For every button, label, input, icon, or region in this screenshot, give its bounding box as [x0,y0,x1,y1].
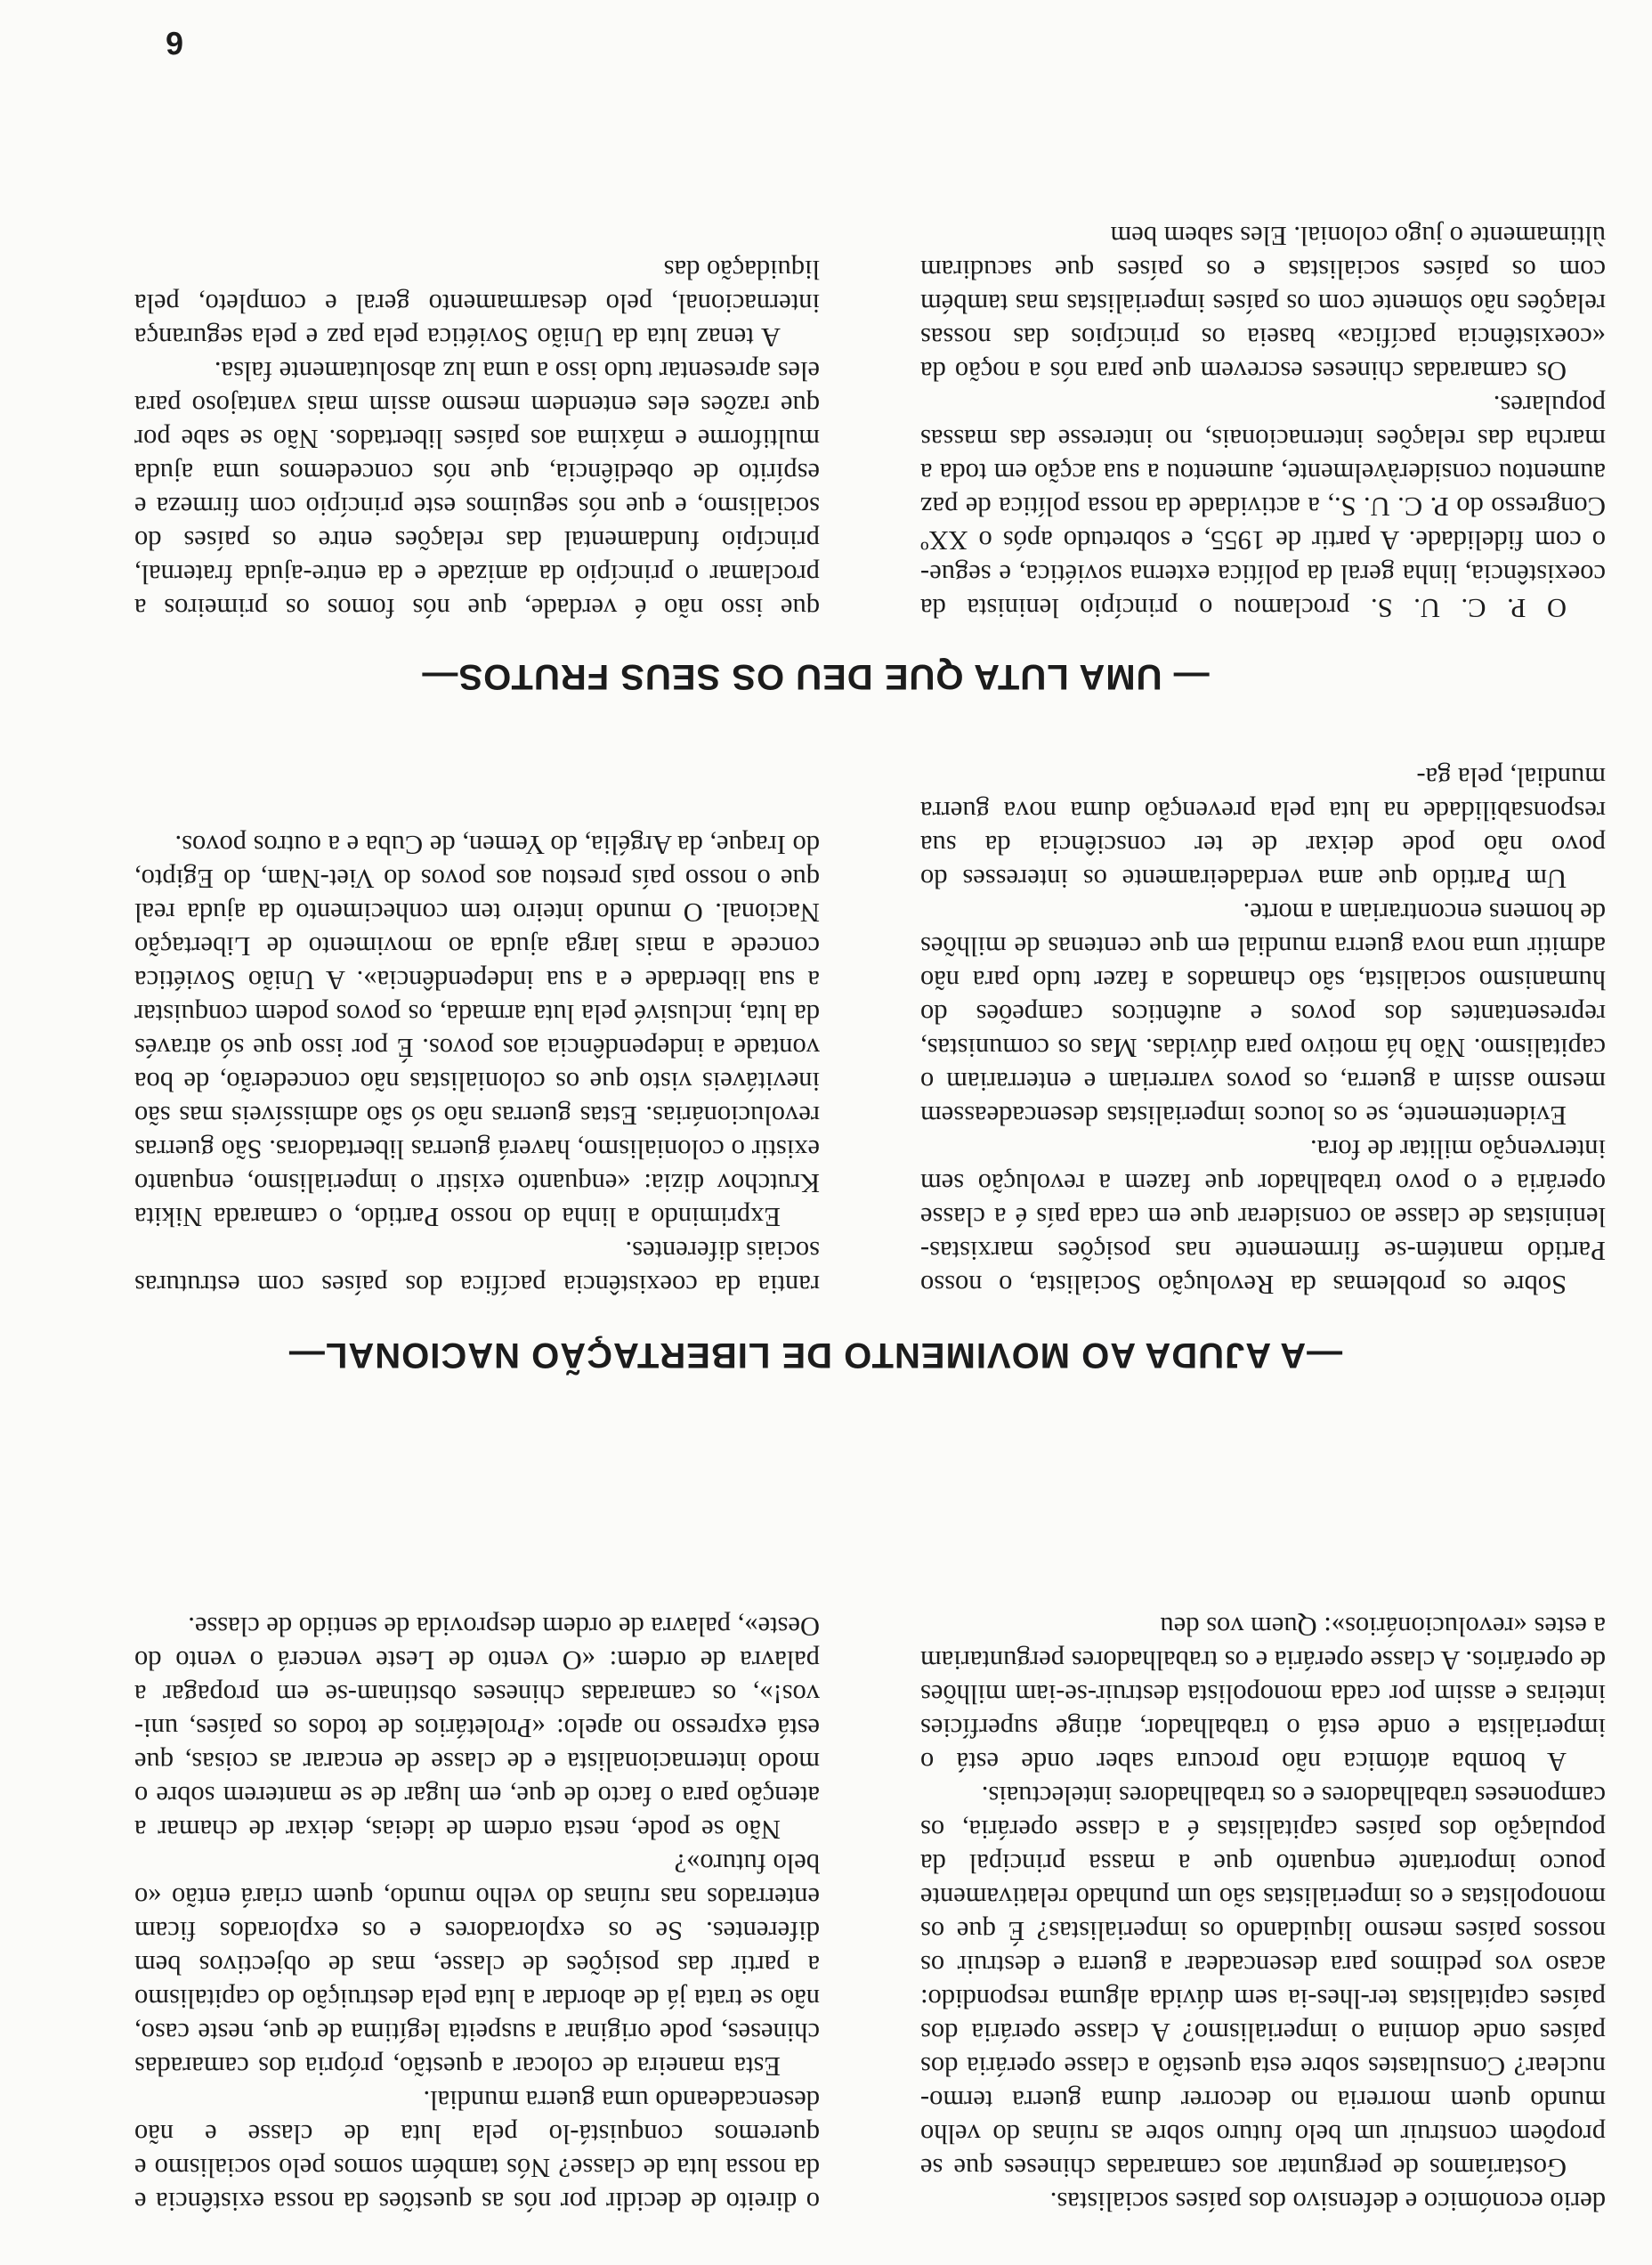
page-number: 6 [165,25,183,61]
paragraph: A bomba atómica não procura saber onde está o imperialista e onde está o trabalhador, atinge superfícies inteiras e assim por cada monopolista destruir-se-iam milhões de operários. A classe operária e os trabalhadores perguntariam a estes «revolucionários»: Quem vos deu [920,1611,1606,1777]
paragraph: Os camaradas chineses escrevem que para nós a noção da «coexistência pacífica» baseia os princípios das nossas relações não sòmente com os países imperialistas mas também com os países socialistas e os países que sacudiram ùltimamente o jugo colonial. Eles sabem bem [920,221,1606,386]
top-left-column [920,1610,1606,2219]
paragraph: derio económico e defensivo dos países socialistas. [1049,2187,1606,2217]
paragraph: Exprimindo a linha do nosso Partido, o camarada Nikita Krutchov dizia: «enquanto existir o imperialismo, enquanto existir o colonialismo, haverá guerras libertadoras. São guerras revolucionárias. Estas guerras não só são admissíveis mas são inevitáveis visto que os colonialistas não concederão, de boa vontade a independência aos povos. É por isso que só através da luta, inclusivé pela luta armada, os povos podem conquistar a sua liberdade e a sua independência». A União Soviética concede a mais larga ajuda ao movimento de Libertação Nacional. O mundo inteiro tem conhecimento da ajuda real que o nosso país prestou aos povos do Viet-Nam, do Egipto, do Iraque, da Argélia, do Yemen, de Cuba e a outros povos. [134,830,820,1232]
paragraph: Sobre os problemas da Revolução Socialista, o nosso Partido mantém-se firmemente nas posições marxistas-leninistas de classe ao considerar que em cada país é a classe operária e o povo trabalhador que fazem a revolução sem intervenção militar de fora. [920,1134,1606,1300]
paragraph: Gostaríamos de perguntar aos camaradas chineses que se propõem construir um belo futuro sobre as ruínas do velho mundo quem morreria no decorrer duma guerra termo-nuclear? Consultastes sobre esta questão a classe operária dos países onde domina o imperialismo? A classe operária dos países capitalistas ter-lhes-ia sem dúvida alguma respondido: acaso vos pedimos para desencadear a guerra e destruir os nossos países mesmo liquidando os imperialistas? É que os monopolistas e os imperialistas são um punhado relativamente pouco importante enquanto que a massa principal da população dos países capitalistas é a classe operária, os camponeses trabalhadores e os trabalhadores intelectuais. [920,1781,1606,2183]
paragraph: Não se pode, nesta ordem de ideias, deixar de chamar a atenção para o facto de que, em lugar de se manterem sobre o modo internacionalista e de classe de encarar as coisas, que está expresso no apelo: «Proletários de todos os países, uni-vos!», os camaradas chineses obstinam-se em propagar a palavra de ordem: «O vento de Leste vencerá o vento do Oeste», palavra de ordem desprovida de sentido de classe. [134,1611,820,1845]
top-right-column [134,1610,820,2219]
bottom-right-column [134,253,820,625]
paragraph: que isso não é verdade, que nós fomos os primeiros a proclamar o princípio da amizade e da entre-ajuda fraternal, princípio fundamental das relações entre os países do socialismo, e que nós seguimos este princípio com firmeza e espírito de obediência, que nós concedemos uma ajuda multiforme e máxima aos países libertados. Não se sabe por que razões eles entendem mesmo assim mais vantajoso para eles apresentar tudo isso a uma luz absolutamente falsa. [134,356,820,623]
paragraph: Um Partido que ama verdadeiramente os interesses do povo não pode deixar de ter consciência da sua responsabilidade na luta pela prevenção duma nova guerra mundial, pela ga- [920,762,1606,894]
section-heading-struggle-fruits: — UMA LUTA QUE DEU OS SEUS FRUTOS— [421,657,1210,696]
middle-right-column [134,828,820,1302]
section-heading-national-liberation: —A AJUDA AO MOVIMENTO DE LIBERTAÇÃO NACIONAL— [287,1335,1343,1375]
middle-left-column [920,760,1606,1302]
paragraph: Esta maneira de colocar a questão, própria dos camaradas chineses, pode originar a suspeita legítima de que, neste caso, não se trata já de abordar a luta pela destruição do capitalismo a partir das posições de classe, mas de objectivos bem diferentes. Se os exploradores e os explorados ficam enterrados nas ruínas do velho mundo, quem criará então «o belo futuro»? [134,1848,820,2082]
paragraph: Evidentemente, se os loucos imperialistas desencadeassem mesmo assim a guerra, os povos varreriam e enterrariam o capitalismo. Não há motivo para dúvidas. Mas os comunistas, representantes dos povos e autênticos campeões do humanismo socialista, são chamados a fazer tudo para não admitir uma nova guerra mundial em que centenas de milhões de homens encontrariam a morte. [920,897,1606,1131]
paragraph: O P. C. U. S. proclamou o princípio leninista da coexistência, linha geral da política externa soviética, e segue-o com fidelidade. A partir de 1955, e sobretudo após o XXº Congresso do P. C. U. S., a actividade da nossa política de paz aumentou consideràvelmente, aumentou a sua acção em toda a marcha das relações internacionais, no interesse das massas populares. [920,390,1606,623]
paragraph: rantia da coexistência pacífica dos países com estruturas sociais diferentes. [134,1236,820,1300]
bottom-left-column [920,219,1606,625]
paragraph: o direito de decidir por nós as questões da nossa existência e da nossa luta de classe? Nós também somos pelo socialismo e queremos conquistá-lo pela luta de classe e não desencadeando uma guerra mundial. [134,2085,820,2217]
paragraph: A tenaz luta da União Soviética pela paz e pela segurança internacional, pelo desarmamento geral e completo, pela liquidação das [134,255,820,353]
